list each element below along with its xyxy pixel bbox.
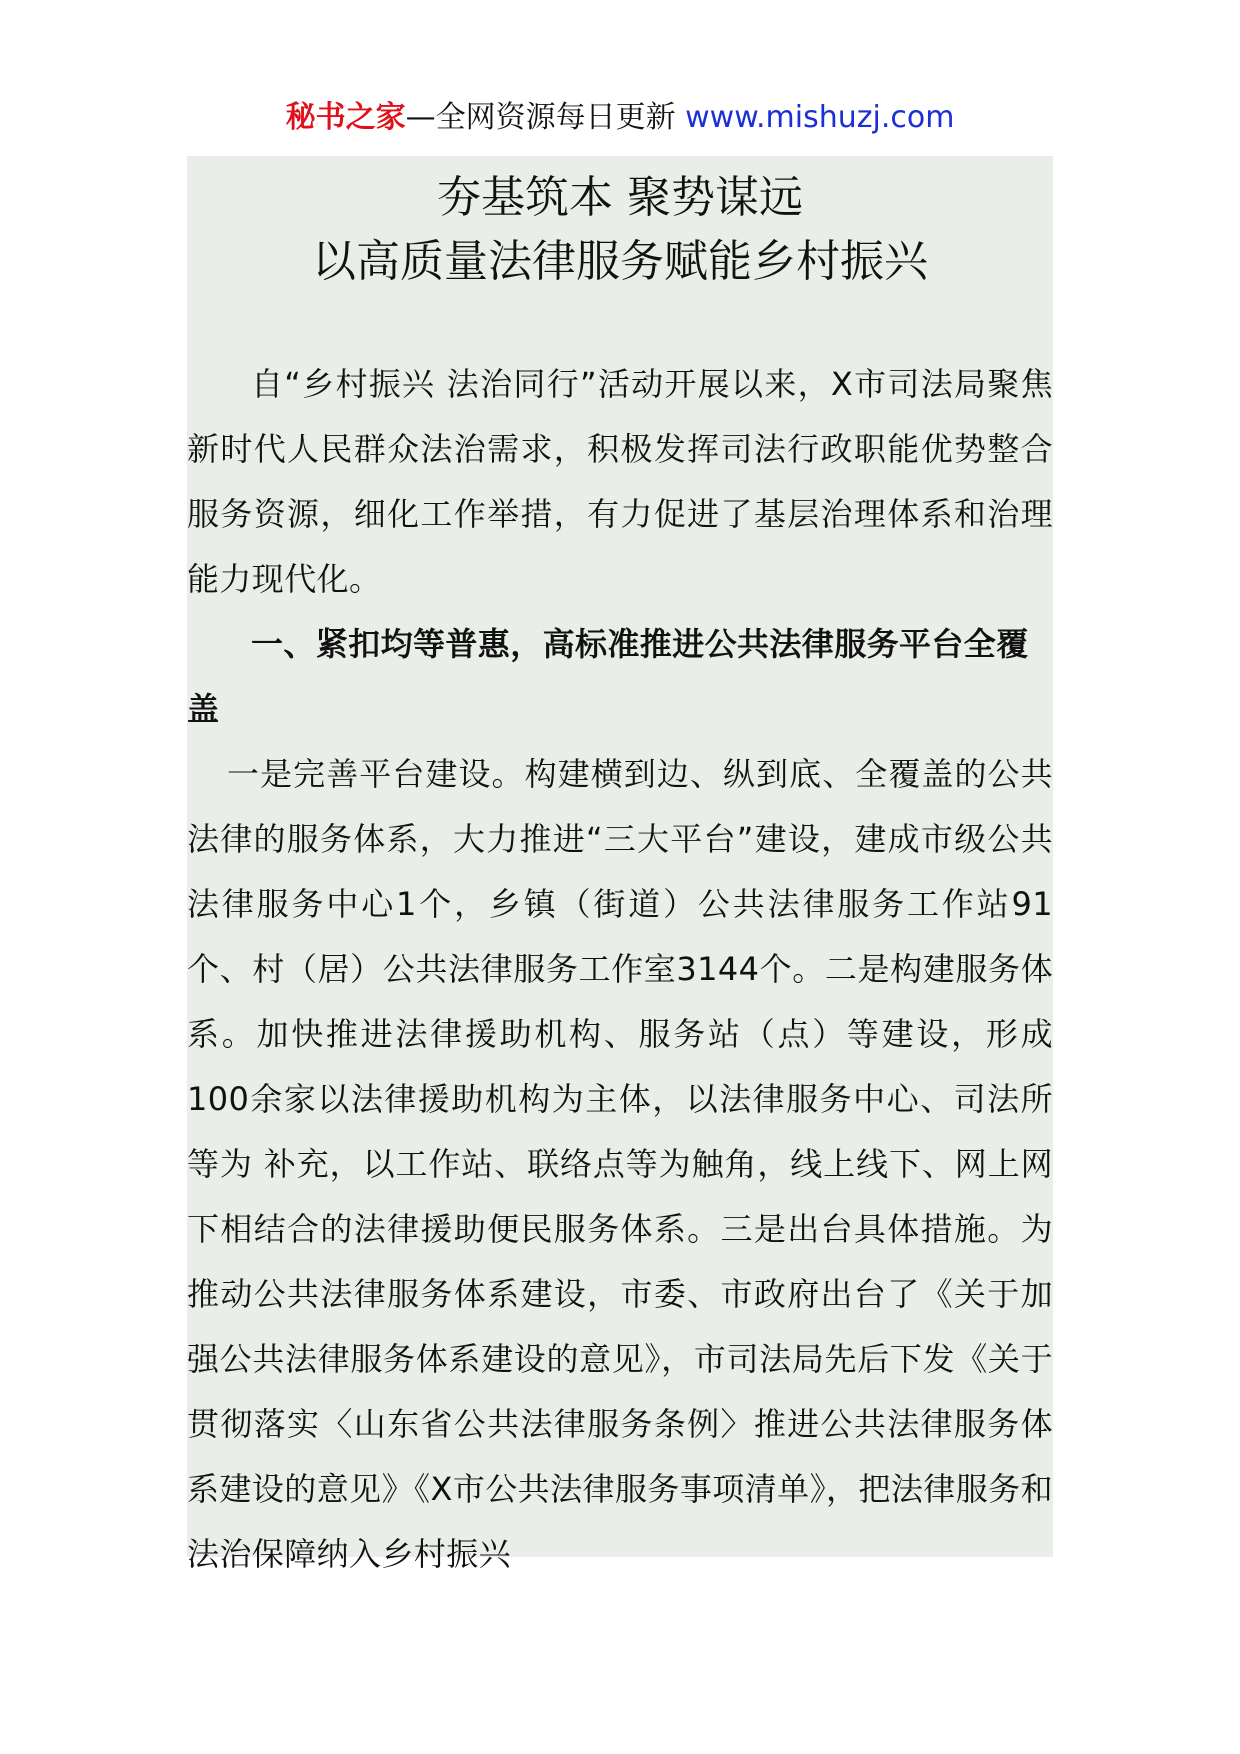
intro-paragraph: 自“乡村振兴 法治同行”活动开展以来，X市司法局聚焦新时代人民群众法治需求，积极发挥司法行政职能优势整合服务资源，细化工作举措，有力促进了基层治理体系和治理能力现代化。	[187, 365, 1053, 598]
document-title	[187, 166, 1053, 294]
brand-name: 秘书之家	[285, 100, 406, 135]
title-line-2: 以高质量法律服务赋能乡村振兴	[312, 236, 928, 287]
title-line-1: 夯基筑本 聚势谋远	[437, 172, 803, 223]
section-heading-1: 一、紧扣均等普惠，高标准推进公共法律服务平台全覆盖	[187, 625, 1029, 728]
site-url-link[interactable]: www.mishuzj.com	[685, 100, 955, 135]
document-page	[187, 156, 1053, 1573]
banner-tagline: —全网资源每日更新	[405, 100, 686, 135]
section-1-paragraph: 一是完善平台建设。构建横到边、纵到底、全覆盖的公共法律的服务体系，大力推进“三大平台”建设，建成市级公共法律服务中心1个，乡镇（街道）公共法律服务工作站91个、村（居）公共法律服务工作室3144个。二是构建服务体系。加快推进法律援助机构、服务站（点）等建设，形成100余家以法律援助机构为主体，以法律服务中心、司法所等为 补充，以工作站、联络点等为触角，线上线下、网上网下相结合的法律援助便民服务体系。三是出台具体措施。为推动公共法律服务体系建设，市委、市政府出台了《关于加强公共法律服务体系建设的意见》，市司法局先后下发《关于贯彻落实〈山东省公共法律服务条例〉推进公共法律服务体系建设的意见》《X市公共法律服务事项清单》，把法律服务和法治保障纳入乡村振兴	[187, 755, 1053, 1573]
site-banner	[0, 98, 1240, 138]
document-body	[187, 352, 1053, 1587]
